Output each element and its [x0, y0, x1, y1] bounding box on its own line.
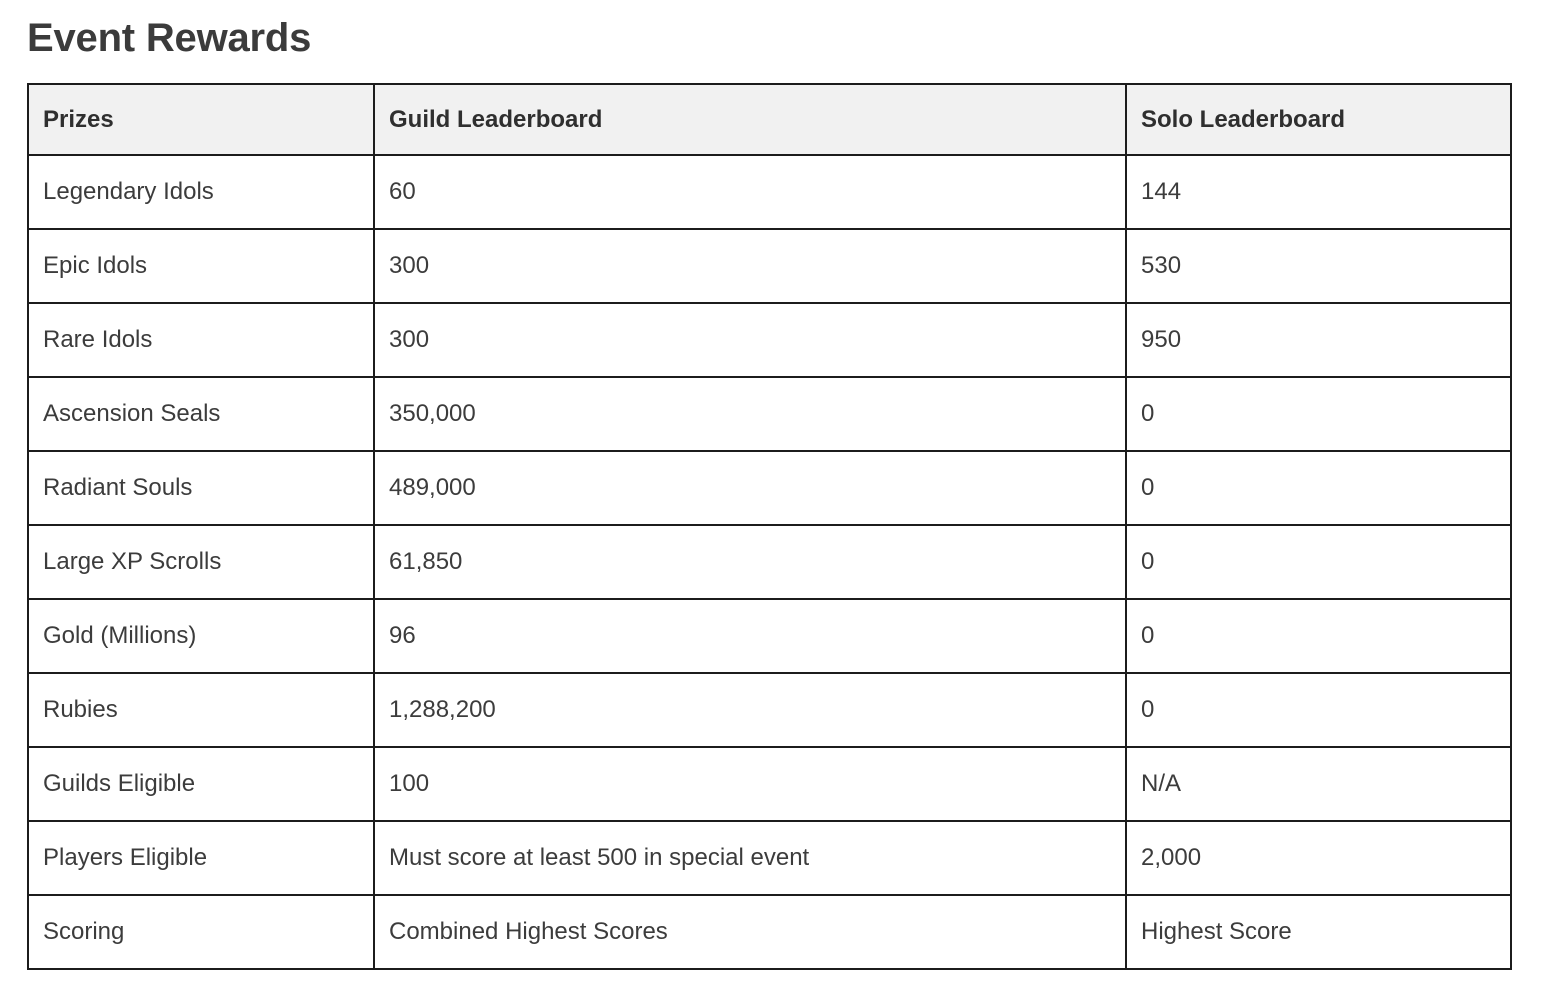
cell-solo-leaderboard: Highest Score — [1126, 895, 1511, 969]
cell-solo-leaderboard: 144 — [1126, 155, 1511, 229]
cell-prize: Large XP Scrolls — [28, 525, 374, 599]
cell-solo-leaderboard: 0 — [1126, 599, 1511, 673]
table-header — [28, 84, 1511, 155]
cell-solo-leaderboard: 0 — [1126, 525, 1511, 599]
cell-prize: Epic Idols — [28, 229, 374, 303]
cell-prize: Rare Idols — [28, 303, 374, 377]
table-row — [28, 821, 1511, 895]
table-row — [28, 229, 1511, 303]
cell-guild-leaderboard: 350,000 — [374, 377, 1126, 451]
cell-prize: Ascension Seals — [28, 377, 374, 451]
cell-solo-leaderboard: 950 — [1126, 303, 1511, 377]
event-rewards-table — [27, 83, 1512, 970]
table-row — [28, 377, 1511, 451]
cell-guild-leaderboard: 300 — [374, 229, 1126, 303]
column-header-guild-leaderboard: Guild Leaderboard — [374, 84, 1126, 155]
cell-prize: Radiant Souls — [28, 451, 374, 525]
table-row — [28, 599, 1511, 673]
cell-prize: Guilds Eligible — [28, 747, 374, 821]
cell-guild-leaderboard: 96 — [374, 599, 1126, 673]
cell-solo-leaderboard: 0 — [1126, 451, 1511, 525]
cell-prize: Gold (Millions) — [28, 599, 374, 673]
cell-guild-leaderboard: 1,288,200 — [374, 673, 1126, 747]
table-row — [28, 525, 1511, 599]
table-row — [28, 303, 1511, 377]
table-row — [28, 155, 1511, 229]
cell-guild-leaderboard: Must score at least 500 in special event — [374, 821, 1126, 895]
table-row — [28, 747, 1511, 821]
cell-solo-leaderboard: 2,000 — [1126, 821, 1511, 895]
cell-solo-leaderboard: 0 — [1126, 377, 1511, 451]
cell-solo-leaderboard: 0 — [1126, 673, 1511, 747]
table-body — [28, 155, 1511, 969]
cell-solo-leaderboard: 530 — [1126, 229, 1511, 303]
cell-guild-leaderboard: Combined Highest Scores — [374, 895, 1126, 969]
table-header-row — [28, 84, 1511, 155]
table-row — [28, 673, 1511, 747]
cell-prize: Legendary Idols — [28, 155, 374, 229]
cell-guild-leaderboard: 300 — [374, 303, 1126, 377]
cell-prize: Rubies — [28, 673, 374, 747]
page-title: Event Rewards — [27, 16, 312, 60]
cell-guild-leaderboard: 489,000 — [374, 451, 1126, 525]
cell-solo-leaderboard: N/A — [1126, 747, 1511, 821]
column-header-prizes: Prizes — [28, 84, 374, 155]
table-row — [28, 895, 1511, 969]
cell-guild-leaderboard: 61,850 — [374, 525, 1126, 599]
table-row — [28, 451, 1511, 525]
cell-prize: Players Eligible — [28, 821, 374, 895]
cell-guild-leaderboard: 60 — [374, 155, 1126, 229]
cell-prize: Scoring — [28, 895, 374, 969]
column-header-solo-leaderboard: Solo Leaderboard — [1126, 84, 1511, 155]
cell-guild-leaderboard: 100 — [374, 747, 1126, 821]
